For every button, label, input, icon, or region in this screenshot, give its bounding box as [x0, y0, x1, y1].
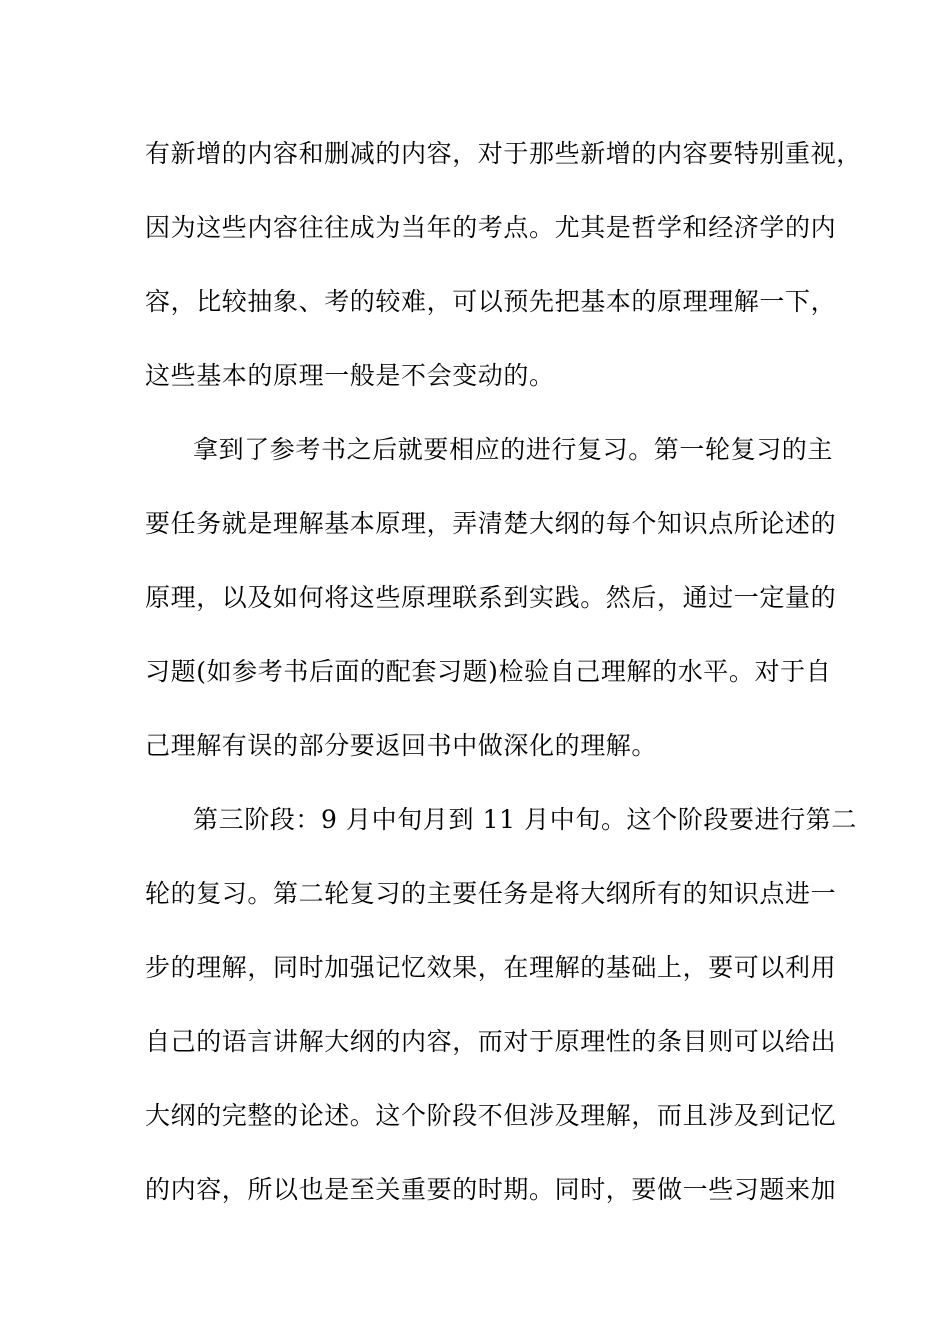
text-line: 这些基本的原理一般是不会变动的。 [145, 361, 555, 390]
paragraph-first-line: 第三阶段：9 月中旬月到 11 月中旬。这个阶段要进行第二 [193, 805, 857, 834]
text-line: 有新增的内容和删减的内容，对于那些新增的内容要特别重视， [145, 139, 862, 168]
text-line: 步的理解，同时加强记忆效果，在理解的基础上，要可以利用 [145, 953, 837, 982]
text-line: 己理解有误的部分要返回书中做深化的理解。 [145, 731, 658, 760]
text-line: 容，比较抽象、考的较难，可以预先把基本的原理理解一下， [145, 287, 837, 316]
text-line: 原理，以及如何将这些原理联系到实践。然后，通过一定量的 [145, 583, 837, 612]
text-line: 因为这些内容往往成为当年的考点。尤其是哲学和经济学的内 [145, 213, 837, 242]
text-line: 轮的复习。第二轮复习的主要任务是将大纲所有的知识点进一 [145, 879, 837, 908]
paragraph-first-line: 拿到了参考书之后就要相应的进行复习。第一轮复习的主 [193, 435, 834, 464]
text-line: 的内容，所以也是至关重要的时期。同时，要做一些习题来加 [145, 1175, 837, 1204]
text-line: 大纲的完整的论述。这个阶段不但涉及理解，而且涉及到记忆 [145, 1101, 837, 1130]
text-line: 要任务就是理解基本原理，弄清楚大纲的每个知识点所论述的 [145, 509, 837, 538]
text-line: 自己的语言讲解大纲的内容，而对于原理性的条目则可以给出 [145, 1027, 837, 1056]
text-line: 习题(如参考书后面的配套习题)检验自己理解的水平。对于自 [145, 657, 832, 686]
